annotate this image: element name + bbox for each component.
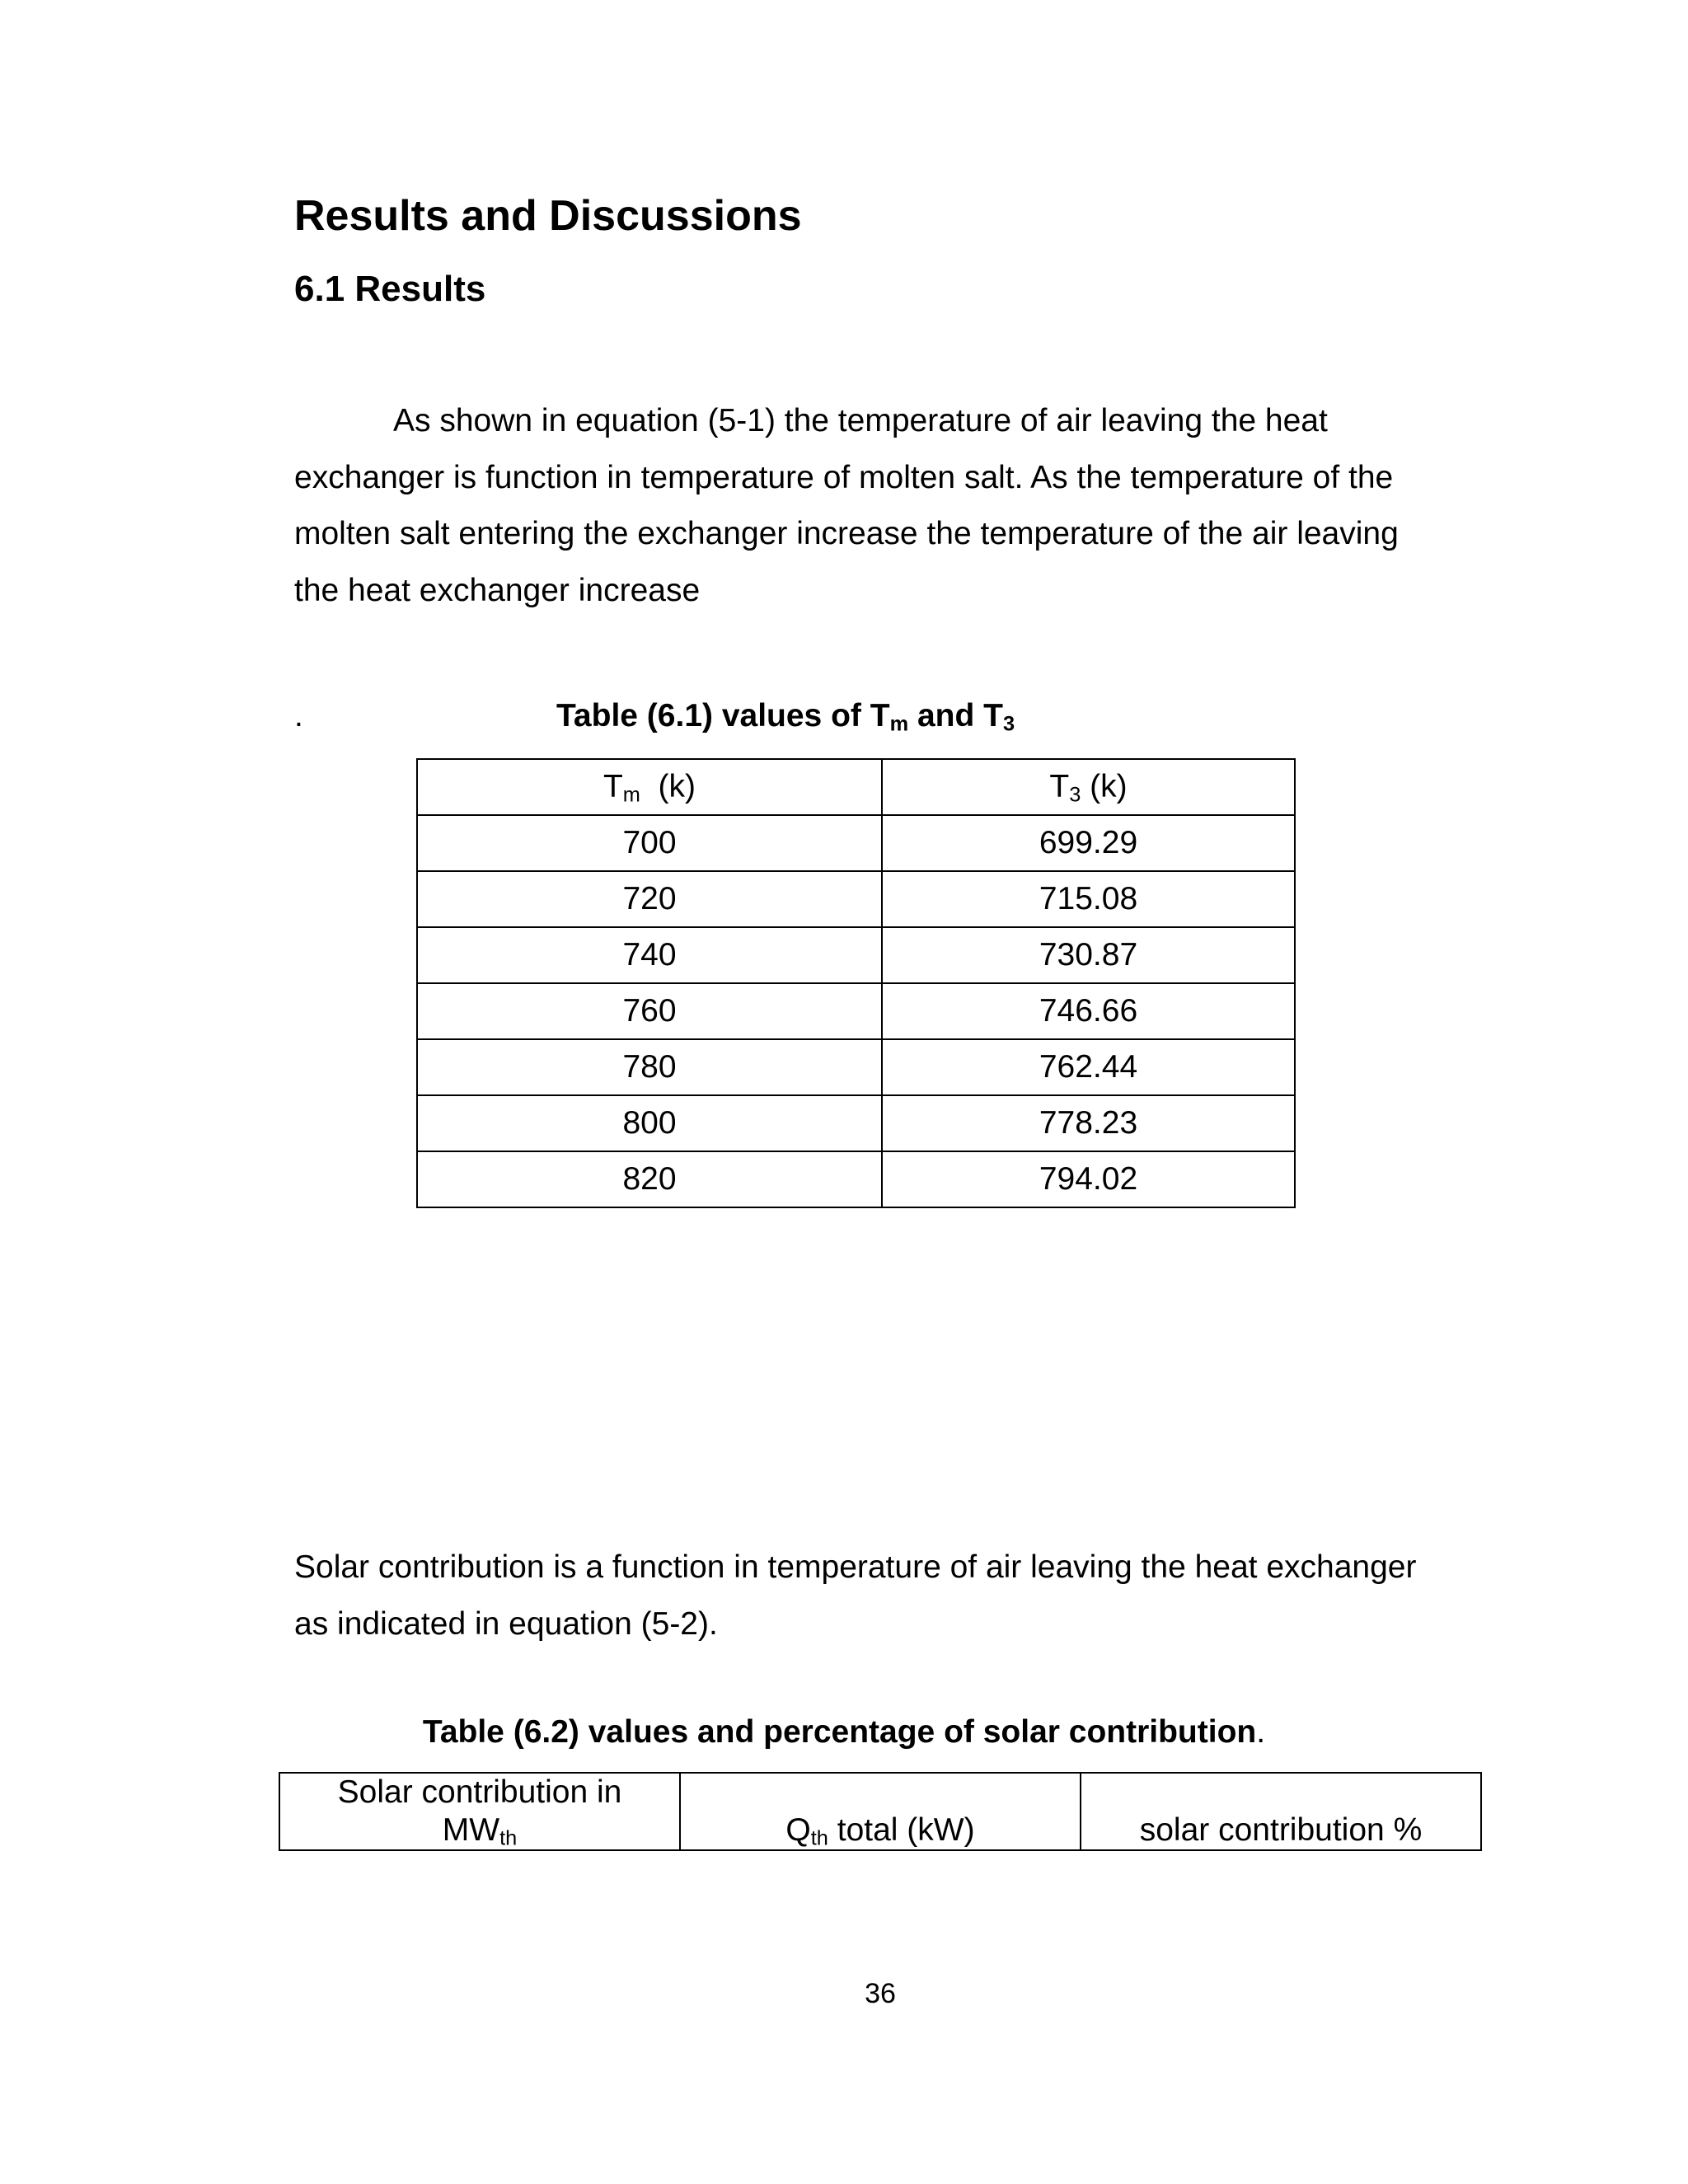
table1-caption-mid: and T bbox=[908, 698, 1003, 733]
header-col2-symbol: Q bbox=[785, 1812, 811, 1848]
table2-header-solar-contribution-mw bbox=[279, 1773, 680, 1850]
table2-header-row bbox=[279, 1773, 1481, 1850]
table-row bbox=[417, 815, 1295, 871]
table-row bbox=[417, 983, 1295, 1039]
table1-header-row bbox=[417, 759, 1295, 815]
stray-dot: . bbox=[294, 698, 303, 733]
t3-cell: 778.23 bbox=[882, 1095, 1295, 1151]
paragraph-1: As shown in equation (5-1) the temperature of air leaving the heat exchanger is function in temperature of molten salt. As the temperature of the molten salt entering the exchanger increase the temperature of the air leaving the heat exchanger increase bbox=[294, 403, 1399, 608]
tm-cell: 700 bbox=[417, 815, 882, 871]
t3-cell: 715.08 bbox=[882, 871, 1295, 927]
table2-caption-end: . bbox=[1256, 1714, 1266, 1750]
header-tm-unit: (k) bbox=[640, 769, 696, 804]
tm-cell: 720 bbox=[417, 871, 882, 927]
header-tm-sub: m bbox=[622, 783, 640, 807]
table2-caption bbox=[0, 1713, 1688, 1752]
header-t3-symbol: T bbox=[1049, 769, 1070, 804]
table1-caption-sub-3: 3 bbox=[1002, 712, 1015, 736]
table-tm-t3 bbox=[416, 758, 1296, 1208]
table1-header-t3 bbox=[882, 759, 1295, 815]
header-col2-rest: total (kW) bbox=[828, 1812, 975, 1848]
subsection-title: 6.1 Results bbox=[294, 269, 486, 309]
tm-cell: 800 bbox=[417, 1095, 882, 1151]
table2-header-solar-percent: solar contribution % bbox=[1081, 1773, 1481, 1850]
table-row bbox=[417, 1039, 1295, 1095]
table-row bbox=[417, 927, 1295, 983]
table1-caption-sub-m: m bbox=[889, 712, 909, 736]
header-col1-sub: th bbox=[499, 1826, 518, 1850]
table2-header-qth-total bbox=[680, 1773, 1081, 1850]
header-t3-sub: 3 bbox=[1069, 783, 1081, 807]
header-col1-line1: Solar contribution in bbox=[337, 1774, 622, 1810]
t3-cell: 794.02 bbox=[882, 1151, 1295, 1207]
tm-cell: 740 bbox=[417, 927, 882, 983]
t3-cell: 699.29 bbox=[882, 815, 1295, 871]
tm-cell: 760 bbox=[417, 983, 882, 1039]
section-title: Results and Discussions bbox=[294, 192, 802, 240]
paragraph-2: Solar contribution is a function in temperature of air leaving the heat exchanger as indicated in equation (5-2). bbox=[294, 1549, 1417, 1642]
table-solar-contribution bbox=[279, 1772, 1482, 1851]
t3-cell: 762.44 bbox=[882, 1039, 1295, 1095]
table2-caption-text: Table (6.2) values and percentage of solar contribution bbox=[422, 1714, 1257, 1750]
tm-cell: 820 bbox=[417, 1151, 882, 1207]
t3-cell: 730.87 bbox=[882, 927, 1295, 983]
page-number: 36 bbox=[865, 1978, 896, 2009]
t3-cell: 746.66 bbox=[882, 983, 1295, 1039]
table1-caption-prefix: Table (6.1) values of T bbox=[556, 698, 890, 733]
header-t3-unit: (k) bbox=[1081, 769, 1128, 804]
table1-header-tm bbox=[417, 759, 882, 815]
table-row bbox=[417, 1095, 1295, 1151]
table-row bbox=[417, 1151, 1295, 1207]
header-tm-symbol: T bbox=[603, 769, 623, 804]
header-col1-line2: MW bbox=[442, 1812, 500, 1848]
table-row bbox=[417, 871, 1295, 927]
tm-cell: 780 bbox=[417, 1039, 882, 1095]
table1-caption bbox=[556, 696, 1015, 736]
header-col2-sub: th bbox=[810, 1826, 828, 1850]
